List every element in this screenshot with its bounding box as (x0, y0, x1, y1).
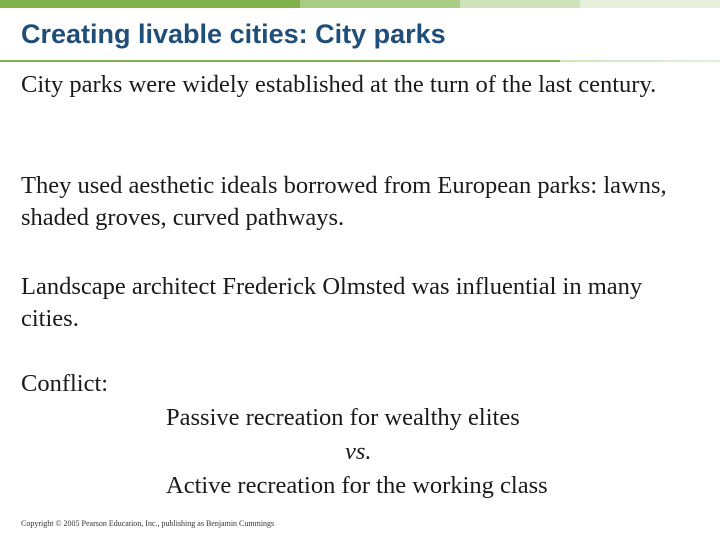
conflict-versus: vs. (345, 438, 372, 465)
paragraph-conflict-label: Conflict: (21, 370, 109, 397)
title-underline (0, 60, 720, 62)
paragraph-olmsted: Landscape architect Frederick Olmsted was influential in many cities. (21, 273, 643, 332)
conflict-active-recreation: Active recreation for the working class (166, 472, 548, 499)
top-bar-divider (0, 8, 720, 10)
conflict-passive-recreation: Passive recreation for wealthy elites (166, 404, 520, 431)
top-accent-bar (0, 0, 720, 8)
slide-title: Creating livable cities: City parks (21, 19, 446, 49)
paragraph-parks-established: City parks were widely established at the turn of the last century. (21, 71, 657, 98)
paragraph-aesthetic-ideals: They used aesthetic ideals borrowed from European parks: lawns, shaded groves, curved pathways. (21, 172, 667, 231)
copyright-notice: Copyright © 2005 Pearson Education, Inc., publishing as Benjamin Cummings (21, 519, 275, 528)
